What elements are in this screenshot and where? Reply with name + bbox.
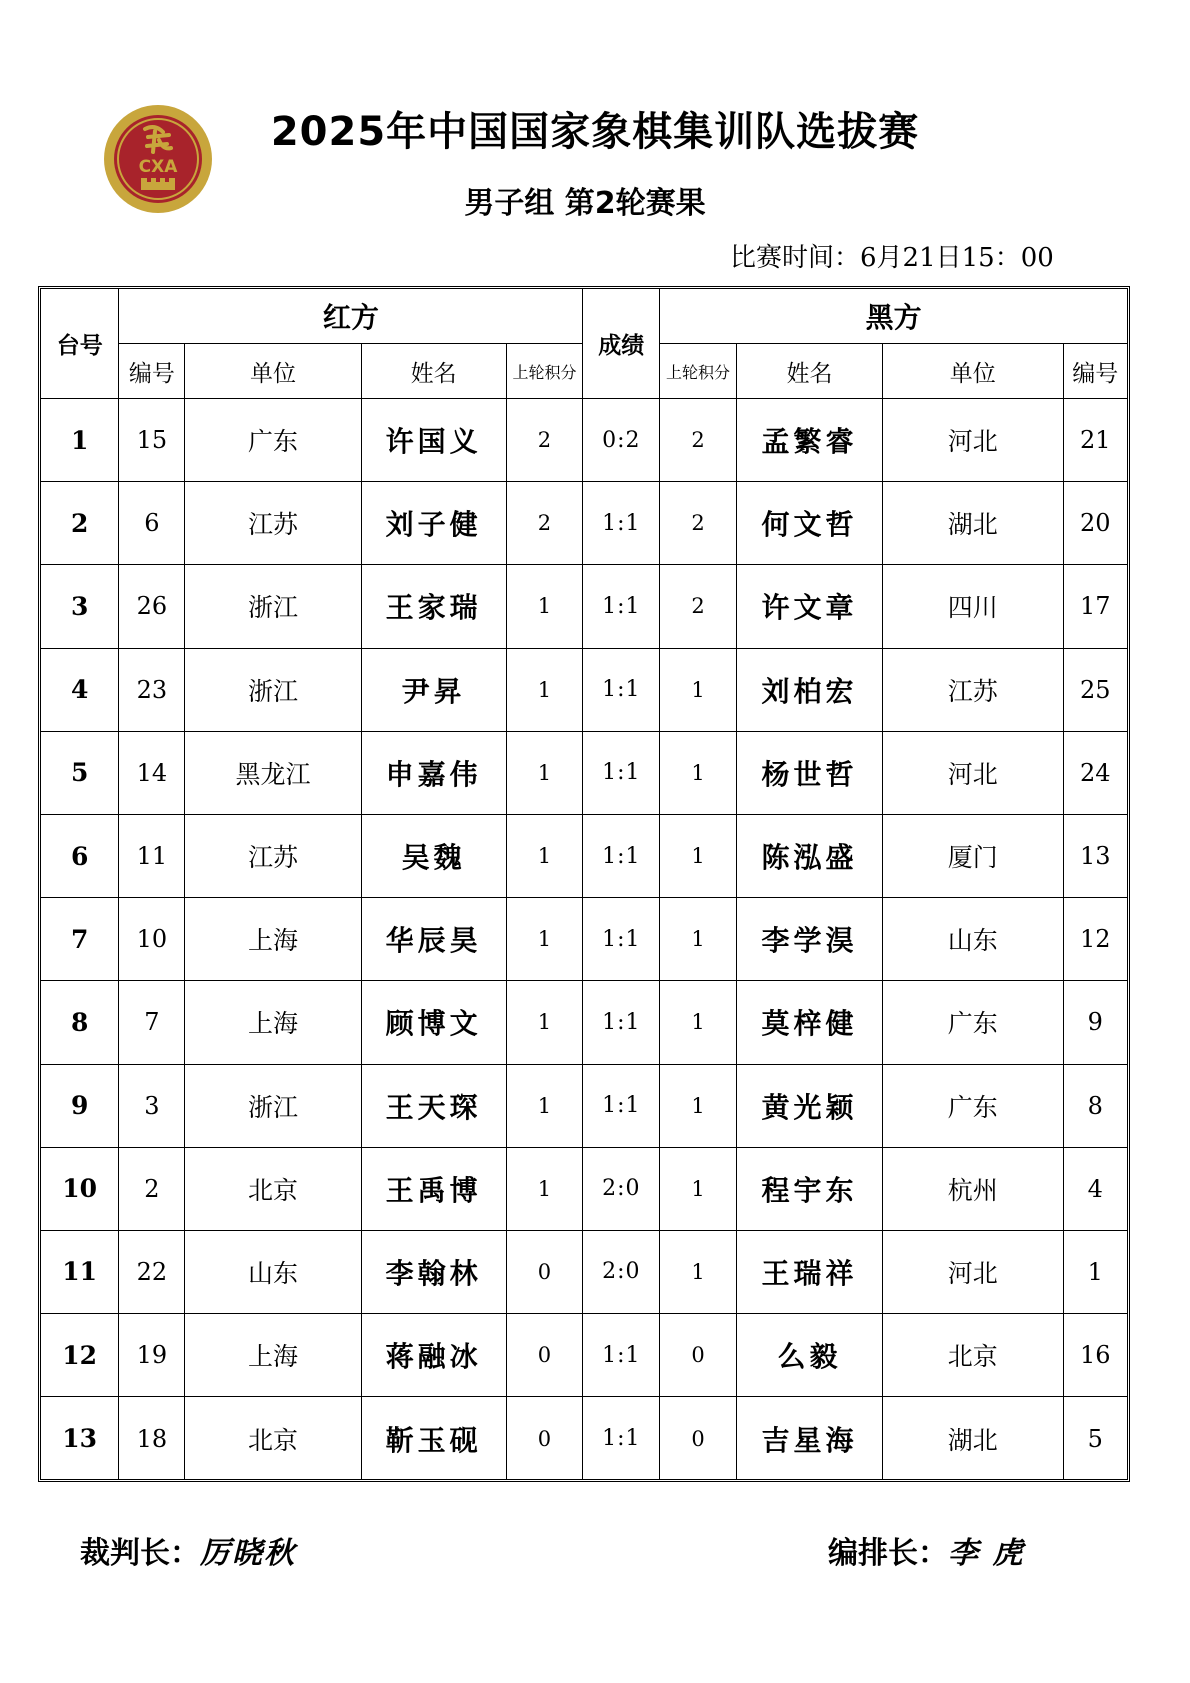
- cell-black-name: 程宇东: [736, 1147, 882, 1230]
- table-row: [41, 1397, 1127, 1480]
- cell-result: 1:1: [583, 648, 660, 731]
- cell-black-number: 4: [1063, 1147, 1127, 1230]
- cell-black-number: 9: [1063, 981, 1127, 1064]
- cell-black-name: 王瑞祥: [736, 1230, 882, 1313]
- cell-red-name: 顾博文: [361, 981, 506, 1064]
- cell-red-name: 吴魏: [361, 814, 506, 897]
- cell-result: 1:1: [583, 898, 660, 981]
- cell-red-number: 23: [119, 648, 185, 731]
- cell-result: 1:1: [583, 482, 660, 565]
- cell-red-prev-points: 2: [506, 482, 583, 565]
- header-result: 成绩: [583, 289, 660, 399]
- cell-red-unit: 上海: [185, 981, 361, 1064]
- cell-table-no: 2: [41, 482, 119, 565]
- cell-table-no: 8: [41, 981, 119, 1064]
- cell-table-no: 9: [41, 1064, 119, 1147]
- cell-result: 1:1: [583, 1314, 660, 1397]
- cell-red-prev-points: 1: [506, 1064, 583, 1147]
- cell-black-number: 20: [1063, 482, 1127, 565]
- cell-red-unit: 浙江: [185, 565, 361, 648]
- cell-red-prev-points: 1: [506, 1147, 583, 1230]
- page-title: 2025年中国国家象棋集训队选拔赛: [270, 109, 920, 155]
- cell-red-name: 华辰昊: [361, 898, 506, 981]
- header-black-prev-points: 上轮积分: [660, 344, 737, 399]
- cell-red-number: 14: [119, 731, 185, 814]
- table-row: [41, 731, 1127, 814]
- cell-black-name: 么毅: [736, 1314, 882, 1397]
- cell-black-name: 吉星海: [736, 1397, 882, 1480]
- cell-black-number: 8: [1063, 1064, 1127, 1147]
- chief-referee: [80, 1528, 296, 1572]
- cell-black-prev-points: 1: [660, 1064, 737, 1147]
- cell-black-prev-points: 2: [660, 482, 737, 565]
- cell-red-name: 尹昇: [361, 648, 506, 731]
- cell-table-no: 13: [41, 1397, 119, 1480]
- cell-table-no: 10: [41, 1147, 119, 1230]
- cell-black-number: 24: [1063, 731, 1127, 814]
- cell-black-number: 13: [1063, 814, 1127, 897]
- cell-black-prev-points: 0: [660, 1314, 737, 1397]
- match-time: 比赛时间：6月21日15：00: [730, 243, 1054, 273]
- cell-red-prev-points: 1: [506, 731, 583, 814]
- table-row: [41, 399, 1127, 482]
- cell-table-no: 1: [41, 399, 119, 482]
- cell-red-number: 19: [119, 1314, 185, 1397]
- cell-black-unit: 四川: [882, 565, 1063, 648]
- arranger-signature: 李 虎: [948, 1536, 1025, 1571]
- cell-black-name: 杨世哲: [736, 731, 882, 814]
- cell-black-number: 17: [1063, 565, 1127, 648]
- header-black-unit: 单位: [882, 344, 1063, 399]
- cell-table-no: 12: [41, 1314, 119, 1397]
- cell-black-unit: 河北: [882, 1230, 1063, 1313]
- cell-red-number: 11: [119, 814, 185, 897]
- cell-red-number: 22: [119, 1230, 185, 1313]
- cell-red-number: 10: [119, 898, 185, 981]
- cell-red-unit: 黑龙江: [185, 731, 361, 814]
- cell-black-number: 25: [1063, 648, 1127, 731]
- cell-red-name: 王天琛: [361, 1064, 506, 1147]
- cell-black-prev-points: 1: [660, 648, 737, 731]
- header-red-name: 姓名: [361, 344, 506, 399]
- cell-red-unit: 广东: [185, 399, 361, 482]
- cell-red-prev-points: 2: [506, 399, 583, 482]
- cell-black-name: 许文章: [736, 565, 882, 648]
- cell-red-name: 王禹博: [361, 1147, 506, 1230]
- cell-red-prev-points: 0: [506, 1314, 583, 1397]
- cell-table-no: 5: [41, 731, 119, 814]
- header-red-number: 编号: [119, 344, 185, 399]
- cell-black-number: 5: [1063, 1397, 1127, 1480]
- cell-red-name: 蒋融冰: [361, 1314, 506, 1397]
- cell-table-no: 11: [41, 1230, 119, 1313]
- cell-black-prev-points: 1: [660, 1147, 737, 1230]
- cell-red-name: 许国义: [361, 399, 506, 482]
- cell-result: 0:2: [583, 399, 660, 482]
- cell-black-prev-points: 2: [660, 565, 737, 648]
- cell-red-prev-points: 1: [506, 898, 583, 981]
- results-table: [41, 289, 1127, 1480]
- table-row: [41, 1314, 1127, 1397]
- cell-result: 2:0: [583, 1147, 660, 1230]
- cell-red-name: 王家瑞: [361, 565, 506, 648]
- cell-black-unit: 杭州: [882, 1147, 1063, 1230]
- cell-black-number: 21: [1063, 399, 1127, 482]
- cell-table-no: 6: [41, 814, 119, 897]
- arranger: [828, 1528, 1024, 1572]
- cell-table-no: 3: [41, 565, 119, 648]
- arranger-label: 编排长：: [828, 1536, 948, 1571]
- cell-black-unit: 北京: [882, 1314, 1063, 1397]
- cell-red-number: 26: [119, 565, 185, 648]
- cell-red-prev-points: 1: [506, 648, 583, 731]
- cell-black-number: 12: [1063, 898, 1127, 981]
- cell-red-number: 7: [119, 981, 185, 1064]
- cell-black-name: 刘柏宏: [736, 648, 882, 731]
- cell-black-prev-points: 1: [660, 898, 737, 981]
- table-row: [41, 898, 1127, 981]
- header-red-side: 红方: [119, 289, 583, 344]
- results-table-frame: [38, 286, 1130, 1482]
- cell-black-prev-points: 0: [660, 1397, 737, 1480]
- table-row: [41, 565, 1127, 648]
- cell-black-prev-points: 1: [660, 981, 737, 1064]
- cell-red-number: 18: [119, 1397, 185, 1480]
- cell-red-prev-points: 1: [506, 981, 583, 1064]
- cell-red-unit: 上海: [185, 1314, 361, 1397]
- cell-black-number: 16: [1063, 1314, 1127, 1397]
- cell-red-number: 6: [119, 482, 185, 565]
- cell-red-name: 刘子健: [361, 482, 506, 565]
- cell-black-prev-points: 2: [660, 399, 737, 482]
- header-black-number: 编号: [1063, 344, 1127, 399]
- table-row: [41, 482, 1127, 565]
- table-row: [41, 814, 1127, 897]
- cell-red-name: 李翰林: [361, 1230, 506, 1313]
- cell-result: 2:0: [583, 1230, 660, 1313]
- cell-result: 1:1: [583, 1397, 660, 1480]
- cell-black-name: 孟繁睿: [736, 399, 882, 482]
- table-row: [41, 1064, 1127, 1147]
- cell-red-number: 3: [119, 1064, 185, 1147]
- cell-result: 1:1: [583, 981, 660, 1064]
- cell-red-unit: 北京: [185, 1147, 361, 1230]
- cell-black-unit: 河北: [882, 399, 1063, 482]
- cell-red-name: 靳玉砚: [361, 1397, 506, 1480]
- page-subtitle: 男子组 第2轮赛果: [464, 186, 706, 221]
- cell-black-unit: 江苏: [882, 648, 1063, 731]
- cell-result: 1:1: [583, 565, 660, 648]
- cell-black-unit: 山东: [882, 898, 1063, 981]
- cell-red-prev-points: 0: [506, 1397, 583, 1480]
- table-row: [41, 981, 1127, 1064]
- header-table-no: 台号: [41, 289, 119, 399]
- cell-black-prev-points: 1: [660, 814, 737, 897]
- chief-referee-signature: 厉晓秋: [200, 1536, 296, 1571]
- cell-red-number: 15: [119, 399, 185, 482]
- chief-referee-label: 裁判长：: [80, 1536, 200, 1571]
- cell-black-prev-points: 1: [660, 731, 737, 814]
- cell-red-prev-points: 1: [506, 814, 583, 897]
- cell-black-number: 1: [1063, 1230, 1127, 1313]
- header-red-prev-points: 上轮积分: [506, 344, 583, 399]
- table-row: [41, 648, 1127, 731]
- header-black-name: 姓名: [736, 344, 882, 399]
- cell-red-unit: 北京: [185, 1397, 361, 1480]
- cell-red-prev-points: 0: [506, 1230, 583, 1313]
- cell-black-unit: 河北: [882, 731, 1063, 814]
- cell-table-no: 7: [41, 898, 119, 981]
- cell-result: 1:1: [583, 1064, 660, 1147]
- cell-result: 1:1: [583, 731, 660, 814]
- cell-black-unit: 广东: [882, 981, 1063, 1064]
- header-red-unit: 单位: [185, 344, 361, 399]
- table-row: [41, 1147, 1127, 1230]
- cell-red-number: 2: [119, 1147, 185, 1230]
- cell-black-name: 陈泓盛: [736, 814, 882, 897]
- cell-table-no: 4: [41, 648, 119, 731]
- cell-red-unit: 江苏: [185, 814, 361, 897]
- cell-result: 1:1: [583, 814, 660, 897]
- cell-red-unit: 山东: [185, 1230, 361, 1313]
- cell-black-name: 黄光颖: [736, 1064, 882, 1147]
- cell-red-prev-points: 1: [506, 565, 583, 648]
- cell-black-name: 李学淏: [736, 898, 882, 981]
- cell-red-unit: 上海: [185, 898, 361, 981]
- header-black-side: 黑方: [660, 289, 1127, 344]
- cell-black-prev-points: 1: [660, 1230, 737, 1313]
- cell-black-name: 何文哲: [736, 482, 882, 565]
- cell-black-unit: 广东: [882, 1064, 1063, 1147]
- cell-red-unit: 浙江: [185, 648, 361, 731]
- svg-text:CXA: CXA: [138, 157, 178, 177]
- cell-black-unit: 厦门: [882, 814, 1063, 897]
- cell-red-unit: 浙江: [185, 1064, 361, 1147]
- cell-black-unit: 湖北: [882, 1397, 1063, 1480]
- cell-black-name: 莫梓健: [736, 981, 882, 1064]
- cell-red-name: 申嘉伟: [361, 731, 506, 814]
- table-row: [41, 1230, 1127, 1313]
- cell-black-unit: 湖北: [882, 482, 1063, 565]
- cell-red-unit: 江苏: [185, 482, 361, 565]
